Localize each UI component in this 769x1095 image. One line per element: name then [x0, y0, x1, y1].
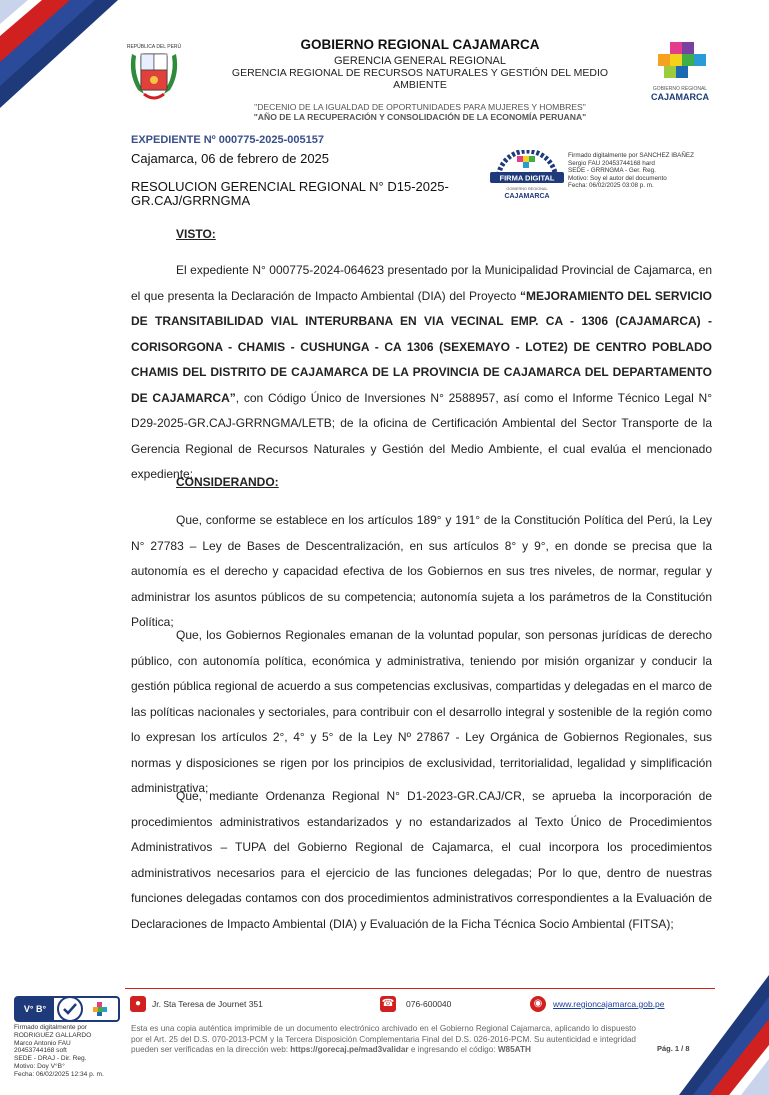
vb-line: RODRIGUEZ GALLARDO: [14, 1031, 92, 1039]
globe-icon: ◉: [530, 996, 546, 1012]
header-gerencia: GERENCIA GENERAL REGIONAL: [334, 55, 506, 67]
location-pin-icon: ●: [130, 996, 146, 1012]
peru-coat-of-arms-logo: [124, 40, 184, 104]
signature-line: Firmado digitalmente por SANCHEZ IBAÑEZ: [568, 152, 694, 159]
validation-code: W85ATH: [497, 1045, 531, 1054]
validation-url: https://gorecaj.pe/mad3validar: [290, 1045, 409, 1054]
firma-badge-sub1: GOBIERNO REGIONAL: [506, 187, 548, 191]
vb-label: V° B°: [16, 998, 54, 1020]
footer-divider: [125, 988, 715, 989]
vb-line: Firmado digitalmente por: [14, 1024, 87, 1031]
page-number: Pág. 1 / 8: [657, 1044, 690, 1053]
resolution-title: [131, 180, 471, 207]
resolution-title-line1: RESOLUCION GERENCIAL REGIONAL N° D15-2025-: [131, 179, 449, 194]
gobierno-regional-cajamarca-logo: [640, 38, 720, 106]
considerando-paragraph-2: Que, los Gobiernos Regionales emanan de la voluntad popular, son personas jurídicas de derecho público, con autonomía política, económica y administrativa, teniendo por misión organizar y conducir la gestión pública regional de acuerdo a sus competencias exclusivas, compartidas y delegadas en el marco de las políticas nacionales y sectoriales, para contribuir con el desarrollo integral y sostenible de la región como lo expresan los artículos 2°, 4° y 5° de la Ley Nº 27867 - Ley Orgánica de Gobiernos Regionales, sus normas y disposiciones se rigen por los principios de exclusividad, territorialidad, legalidad y simplificación administrativa;: [131, 628, 712, 795]
vb-line: Fecha: 06/02/2025 12:34 p. m.: [14, 1070, 104, 1078]
firma-badge-sub2: CAJAMARCA: [504, 193, 550, 200]
resolution-title-line2: GR.CAJ/GRRNGMA: [131, 192, 251, 208]
authenticity-notice: Esta es una copia auténtica imprimible de un documento electrónico archivado en el Gobierno Regional Cajamarca, aplicando lo dispuesto por el Art. 25 del D.S. 070-2013-PCM y la Tercera Disposición Complementaria Final del D.S. 026-2016-PCM. Su autenticidad e integridad pueden ser verificadas en la dirección web: https://gorecaj.pe/mad3validar e ingresando el código: W85ATH: [131, 1024, 636, 1054]
decenio-line2: "AÑO DE LA RECUPERACIÓN Y CONSOLIDACIÓN DE LA ECONOMÍA PERUANA": [253, 112, 587, 122]
signature-line: Motivo: Soy el autor del documento: [568, 174, 667, 182]
firma-digital-label: FIRMA DIGITAL: [499, 173, 555, 183]
right-logo-caption-2: CAJAMARCA: [651, 92, 709, 102]
visto-bueno-stamp: [14, 996, 120, 1022]
phone-icon: ☎: [380, 996, 396, 1012]
document-date: Cajamarca, 06 de febrero de 2025: [131, 151, 330, 166]
vb-signature-details: [14, 1024, 122, 1078]
considerando-paragraph-1: Que, conforme se establece en los artículos 189° y 191° de la Constitución Política del Perú, la Ley N° 27783 – Ley de Bases de Descentralización, en sus artículos 8° y 9°, en donde se precisa que la autonomía es el derecho y capacidad efectiva de los Gobiernos en sus tres niveles, de normar, regular y administrar los asuntos públicos de su competencia; autonomía sujeta a los parámetros de la Constitución Política;: [131, 513, 712, 629]
header-subgerencia-line2: AMBIENTE: [393, 79, 447, 91]
left-logo-caption: REPÚBLICA DEL PERÚ: [126, 44, 182, 50]
considerando-paragraph-3: Que, mediante Ordenanza Regional N° D1-2023-GR.CAJ/CR, se aprueba la incorporación de procedimientos administrativos estandarizados y no estandarizados al Texto Único de Procedimientos Administrativos – TUPA del Gobierno Regional de Cajamarca, el cual incorpora los procedimientos administrativos necesarios para el ejercicio de las funciones delegadas; Por lo que, dentro de nuestras funciones delegadas contamos con dos procedimientos administrativos correspondientes a la Evaluación de Declaraciones de Impacto Ambiental (DIA) y Evaluación de la Ficha Técnica Socio Ambiental (FITSA);: [131, 789, 712, 931]
signature-line: Fecha: 06/02/2025 03:08 p. m.: [568, 182, 654, 190]
firma-digital-badge: [488, 150, 566, 202]
header-org-title: GOBIERNO REGIONAL CAJAMARCA: [300, 37, 540, 52]
corner-decoration-top-left: [0, 0, 130, 110]
check-seal-icon: [56, 995, 84, 1023]
right-logo-caption-1: GOBIERNO REGIONAL: [652, 86, 708, 92]
footer-website-link[interactable]: www.regioncajamarca.gob.pe: [553, 999, 665, 1009]
vb-line: Motivo: Doy V°B°: [14, 1062, 65, 1070]
visto-text-b: , con Código Único de Inversiones N° 2588957, así como el Informe Técnico Legal N° D29-2025-GR.CAJ-GRRNGMA/LETB; de la oficina de Certificación Ambiental del Sector Transporte de la Gerencia Regional de Recursos Naturales y Gestión del Medio Ambiente, el cual evalúa el mencionado expediente;: [131, 390, 712, 481]
expediente-number: EXPEDIENTE Nº 000775-2025-005157: [131, 134, 324, 146]
vb-line: SEDE - DRAJ - Dir. Reg.: [14, 1055, 87, 1063]
vb-line: 20453744168 soft: [14, 1047, 67, 1055]
project-name: “MEJORAMIENTO DEL SERVICIO DE TRANSITABILIDAD VIAL INTERURBANA EN VIA VECINAL EMP. CA - 1306 (CAJAMARCA) - CORISORGONA - CHAMIS - CUSHUNGA - CA 1306 (SEXEMAYO - LOTE2) DE CENTRO POBLADO CHAMIS DEL DISTRITO DE CAJAMARCA DE LA PROVINCIA DE CAJAMARCA DEL DEPARTAMENTO DE CAJAMARCA”: [131, 288, 712, 405]
footer-phone: 076-600040: [406, 999, 452, 1009]
regional-mini-logo-icon: [92, 1001, 108, 1017]
decenio-line1: "DECENIO DE LA IGUALDAD DE OPORTUNIDADES PARA MUJERES Y HOMBRES": [254, 102, 586, 112]
header-subgerencia-line1: GERENCIA REGIONAL DE RECURSOS NATURALES Y GESTIÓN DEL MEDIO: [231, 67, 609, 79]
vb-line: Marco Antonio FAU: [14, 1039, 71, 1047]
visto-heading: VISTO:: [176, 227, 216, 241]
visto-text-a: El expediente N° 000775-2024-064623 presentado por la Municipalidad Provincial de Cajamarca, en el que presenta la Declaración de Impacto Ambiental (DIA) del Proyecto: [131, 263, 712, 303]
signature-line: Sergio FAU 20453744168 hard: [568, 159, 655, 167]
corner-decoration-bottom-right: [679, 975, 769, 1095]
visto-paragraph: [131, 258, 712, 488]
signature-line: SEDE - GRRNGMA - Ger. Reg.: [568, 167, 656, 175]
footer-address: Jr. Sta Teresa de Journet 351: [152, 999, 263, 1009]
considerando-heading: CONSIDERANDO:: [176, 475, 279, 489]
digital-signature-details: [568, 152, 728, 190]
